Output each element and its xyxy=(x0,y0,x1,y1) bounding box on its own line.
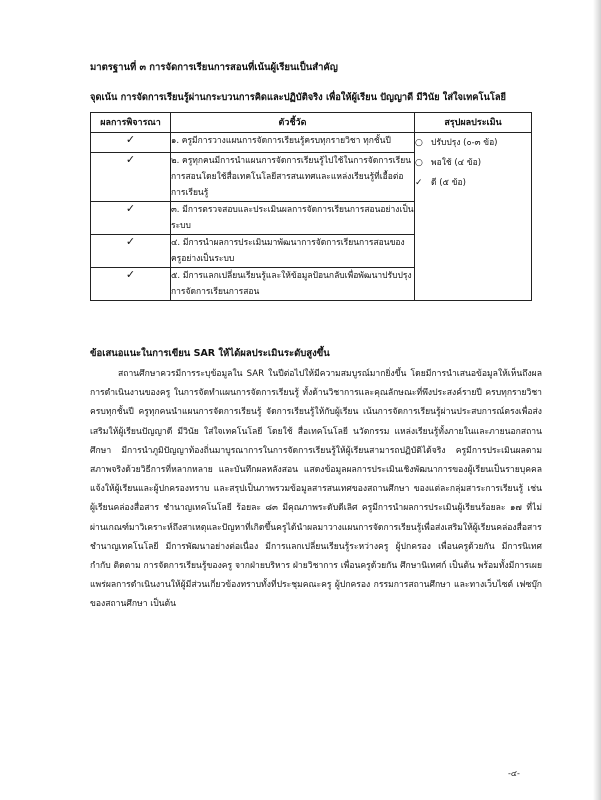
indicator-cell xyxy=(171,235,415,268)
indicator-text: ๑. ครูมีการวางแผนการจัดการเรียนรู้ครบทุกรายวิชา ทุกชั้นปี xyxy=(171,136,391,146)
indicator-cell xyxy=(171,133,415,153)
recommendation-paragraph: สถานศึกษาควรมีการระบุข้อมูลใน SAR ในปีต่อไปให้มีความสมบูรณ์มากยิ่งขึ้น โดยมีการนำเสนอข้อมูลให้เห็นถึงผลการดำเนินงานของครู ในการจัดทำแผนการจัดการเรียนรู้ ทั้งด้านวิชาการและคุณลักษณะที่พึงประสงค์รายปี ครบทุกรายวิชา ครบทุกชั้นปี ครูทุกคนนำแผนการจัดการเรียนรู้ จัดการเรียนรู้ให้กับผู้เรียน เน้นการจัดการเรียนรู้ผ่านประสบการณ์ตรงเพื่อส่งเสริมให้ผู้เรียนปัญญาดี มีวินัย ใส่ใจเทคโนโลยี โดยใช้ สื่อเทคโนโลยี นวัตกรรม แหล่งเรียนรู้ทั้งภายในและภายนอกสถานศึกษา มีการนำภูมิปัญญาท้องถิ่นมาบูรณาการในการจัดการเรียนรู้ให้ผู้เรียนสามารถปฏิบัติได้จริง ครูมีการประเมินผลตามสภาพจริงด้วยวิธีการที่หลากหลาย และบันทึกผลหลังสอน แสดงข้อมูลผลการประเมินเชิงพัฒนาการของผู้เรียนเป็นรายบุคคล แจ้งให้ผู้เรียนและผู้ปกครองทราบ และสรุปเป็นภาพรวมข้อมูลสารสนเทศของสถานศึกษา ของแต่ละกลุ่มสาระการเรียนรู้ เช่น ผู้เรียนคล่องสื่อสาร ชำนาญเทคโนโลยี ร้อยละ ๘๓ มีคุณภาพระดับดีเลิศ ครูมีการนำผลการประเมินผู้เรียนร้อยละ ๑๗ ที่ไม่ผ่านเกณฑ์มาวิเคราะห์ถึงสาเหตุและปัญหาที่เกิดขึ้นครูได้นำผลมาวางแผนการจัดการเรียนรู้เพื่อส่งเสริมให้ผู้เรียนคล่องสื่อสารชำนาญเทคโนโลยี มีการพัฒนาอย่างต่อเนื่อง มีการแลกเปลี่ยนเรียนรู้ระหว่างครู ผู้ปกครอง เพื่อนครูด้วยกัน มีการนิเทศ กำกับ ติดตาม การจัดการเรียนรู้ของครู จากฝ่ายบริหาร ฝ่ายวิชาการ เพื่อนครูด้วยกัน ศึกษานิเทศก์ เป็นต้น พร้อมทั้งมีการเผยแพร่ผลการดำเนินงานให้ผู้มีส่วนเกี่ยวข้องทราบทั้งที่ประชุมคณะครู ผู้ปกครอง กรรมการสถานศึกษา และทางเว็บไซต์ เฟซบุ๊กของสถานศึกษา เป็นต้น xyxy=(90,369,542,610)
summary-option xyxy=(415,133,531,153)
indicator-text: ๔. มีการนำผลการประเมินมาพัฒนาการจัดการเรียนการสอนของครูอย่างเป็นระบบ xyxy=(171,238,405,264)
check-mark-icon: ✓ xyxy=(91,133,171,153)
summary-option-label: ดี (๕ ข้อ) xyxy=(431,178,466,188)
summary-option-label: ปรับปรุง (๐-๓ ข้อ) xyxy=(431,138,498,148)
summary-option-label: พอใช้ (๔ ข้อ) xyxy=(431,158,482,168)
page-edge-shadow xyxy=(593,0,601,800)
summary-option xyxy=(415,153,531,173)
table-row xyxy=(91,133,532,153)
table-header-row xyxy=(91,113,532,133)
evaluation-table xyxy=(90,112,532,301)
recommendation-heading: ข้อเสนอแนะในการเขียน SAR ให้ได้ผลประเมินระดับสูงขึ้น xyxy=(90,348,330,359)
indicator-text: ๕. มีการแลกเปลี่ยนเรียนรู้และให้ข้อมูลป้อนกลับเพื่อพัฒนาปรับปรุงการจัดการเรียนการสอน xyxy=(171,271,412,297)
indicator-text: ๒. ครูทุกคนมีการนำแผนการจัดการเรียนรู้ไปใช้ในการจัดการเรียนการสอนโดยใช้สื่อเทคโนโลยีสารสนเทศและแหล่งเรียนรู้ที่เอื้อต่อการเรียนรู้ xyxy=(171,156,412,198)
summary-cell xyxy=(415,133,532,301)
header-summary: สรุปผลประเมิน xyxy=(415,113,532,133)
indicator-cell xyxy=(171,268,415,301)
check-mark-icon: ✓ xyxy=(415,178,423,188)
circle-icon: ○ xyxy=(415,158,423,168)
check-mark-icon: ✓ xyxy=(91,268,171,301)
indicator-text: ๓. มีการตรวจสอบและประเมินผลการจัดการเรียนการสอนอย่างเป็นระบบ xyxy=(171,205,414,231)
check-mark-icon: ✓ xyxy=(91,153,171,202)
circle-icon: ○ xyxy=(415,138,423,148)
focus-title: จุดเน้น การจัดการเรียนรู้ผ่านกระบวนการคิดและปฏิบัติจริง เพื่อให้ผู้เรียน ปัญญาดี มีวินัย ใส่ใจเทคโนโลยี xyxy=(90,92,506,103)
indicator-cell xyxy=(171,153,415,202)
summary-option xyxy=(415,173,531,193)
check-mark-icon: ✓ xyxy=(91,202,171,235)
check-mark-icon: ✓ xyxy=(91,235,171,268)
header-consideration: ผลการพิจารณา xyxy=(91,113,171,133)
page-number: -๔- xyxy=(508,769,520,778)
indicator-cell xyxy=(171,202,415,235)
header-indicator: ตัวชี้วัด xyxy=(171,113,415,133)
standard-title: มาตรฐานที่ ๓ การจัดการเรียนการสอนที่เน้นผู้เรียนเป็นสำคัญ xyxy=(90,62,338,73)
